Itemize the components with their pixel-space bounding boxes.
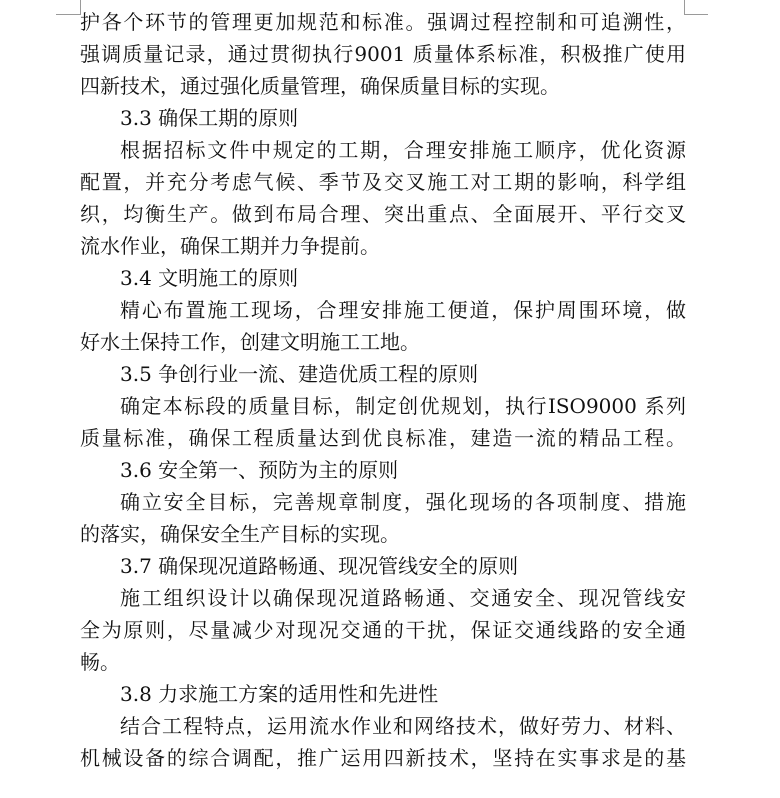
body-line: 确定本标段的质量目标，制定创优规划，执行ISO9000 系列 xyxy=(120,394,686,418)
section-heading-3-7: 3.7 确保现况道路畅通、现况管线安全的原则 xyxy=(120,554,519,578)
body-line: 护各个环节的管理更加规范和标准。强调过程控制和可追溯性， xyxy=(80,10,686,34)
section-heading-3-5: 3.5 争创行业一流、建造优质工程的原则 xyxy=(120,362,479,386)
section-heading-3-8: 3.8 力求施工方案的适用性和先进性 xyxy=(120,682,439,706)
body-line: 根据招标文件中规定的工期，合理安排施工顺序，优化资源 xyxy=(120,138,686,162)
section-heading-3-3: 3.3 确保工期的原则 xyxy=(120,106,299,130)
crop-mark-top-right-horizontal xyxy=(684,14,708,15)
section-heading-3-4: 3.4 文明施工的原则 xyxy=(120,266,299,290)
section-heading-3-6: 3.6 安全第一、预防为主的原则 xyxy=(120,458,399,482)
body-line: 强调质量记录，通过贯彻执行9001 质量体系标准，积极推广使用 xyxy=(80,42,686,66)
body-line: 机械设备的综合调配，推广运用四新技术，坚持在实事求是的基 xyxy=(80,746,686,770)
body-line: 好水土保持工作，创建文明施工工地。 xyxy=(80,330,420,354)
body-line: 精心布置施工现场，合理安排施工便道，保护周围环境，做 xyxy=(120,298,686,322)
document-body xyxy=(80,6,686,774)
crop-mark-top-left-horizontal xyxy=(56,14,80,15)
body-line: 流水作业，确保工期并力争提前。 xyxy=(80,234,380,258)
body-line: 的落实，确保安全生产目标的实现。 xyxy=(80,522,400,546)
body-line: 织，均衡生产。做到布局合理、突出重点、全面展开、平行交叉 xyxy=(80,202,686,226)
body-line: 畅。 xyxy=(80,650,120,674)
body-line: 确立安全目标，完善规章制度，强化现场的各项制度、措施 xyxy=(120,490,686,514)
body-line: 全为原则，尽量减少对现况交通的干扰，保证交通线路的安全通 xyxy=(80,618,686,642)
body-line: 四新技术，通过强化质量管理，确保质量目标的实现。 xyxy=(80,74,560,98)
body-line: 结合工程特点，运用流水作业和网络技术，做好劳力、材料、 xyxy=(120,714,686,738)
body-line: 配置，并充分考虑气候、季节及交叉施工对工期的影响，科学组 xyxy=(80,170,686,194)
body-line: 施工组织设计以确保现况道路畅通、交通安全、现况管线安 xyxy=(120,586,686,610)
body-line: 质量标准，确保工程质量达到优良标准，建造一流的精品工程。 xyxy=(80,426,686,450)
